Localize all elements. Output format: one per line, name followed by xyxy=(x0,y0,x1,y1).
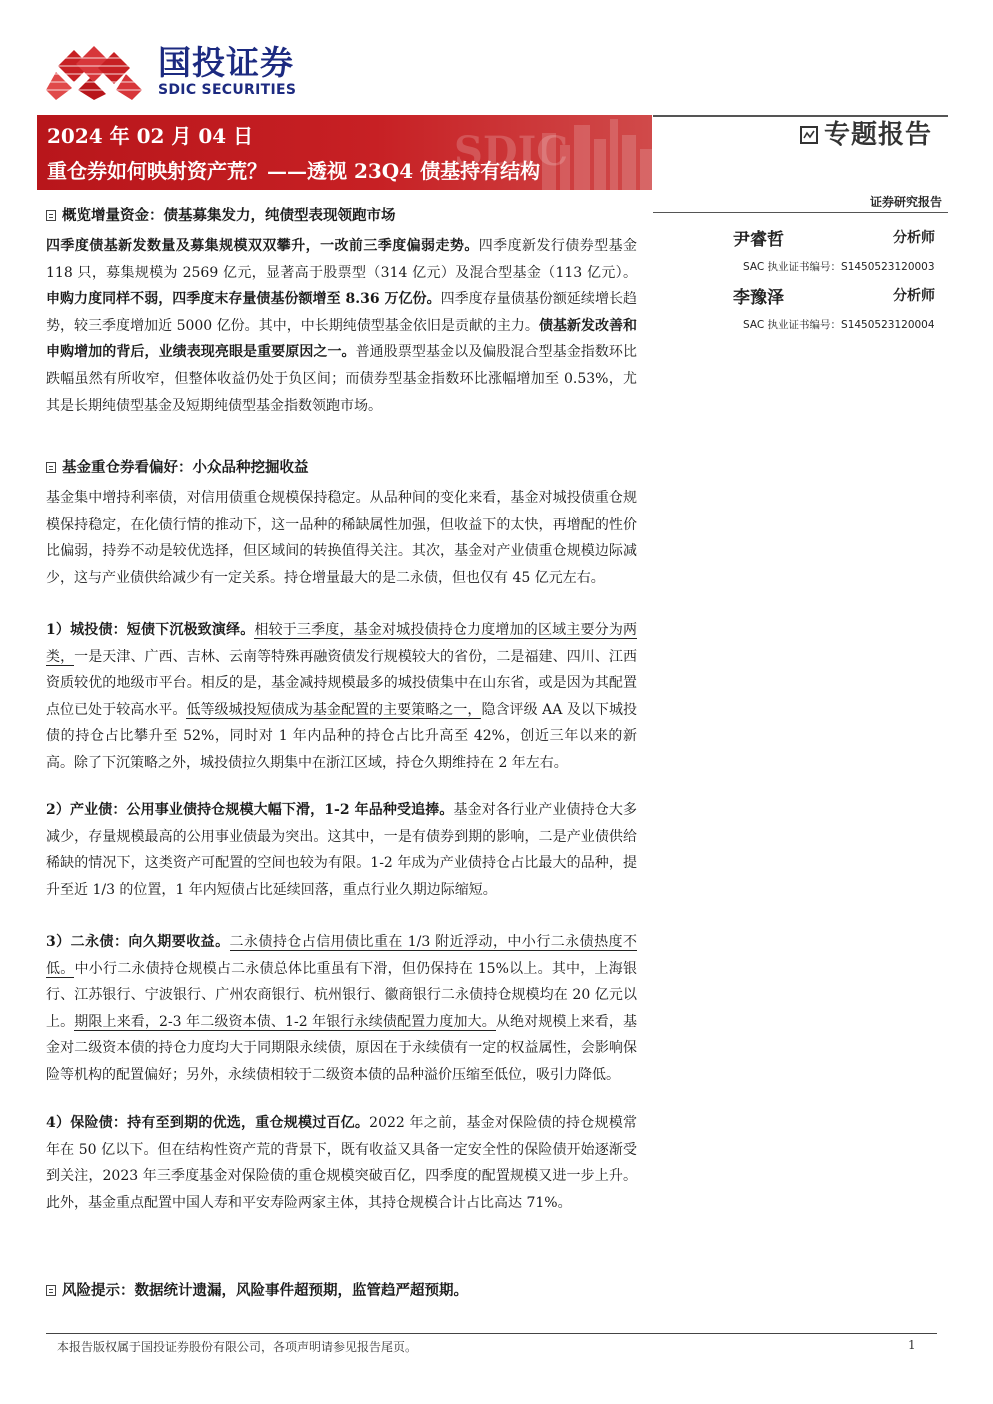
analyst-cert-2: SAC 执业证书编号：S1450523120004 xyxy=(743,319,935,331)
body-text: 普通股票型基金以及偏股混合型基金指数环比跌幅虽然有所收窄，但整体收益仍处于负区间；而债券型基金指数环比涨幅增加至 0.53%，尤其是长期纯债型基金及短期纯债型基金指数领跑市场。 xyxy=(46,344,637,414)
body-text: 中小行二永债持仓规模占二永债总体比重虽有下滑，但仍保持在 15%以上。其中，上海银行、江苏银行、宁波银行、广州农商银行、杭州银行、徽商银行二永债持仓规模均在 20 亿元以上。 xyxy=(46,960,638,1030)
report-type-label: 专题报告 xyxy=(824,120,933,150)
logo-mark-icon xyxy=(46,44,142,100)
risk-warning xyxy=(46,1279,468,1300)
underlined-text: 期限上来看，2-3 年二级资本债、1-2 年银行永续债配置力度加大。 xyxy=(74,1013,496,1030)
paragraph-overview xyxy=(46,233,637,419)
paragraph-holdings-intro xyxy=(46,485,637,591)
header-divider-secondary xyxy=(653,212,948,213)
key-point: 债基新发改善和申购增加的背后，业绩表现亮眼是重要原因之一。 xyxy=(46,317,638,361)
analyst-name-1: 尹睿哲 xyxy=(733,230,784,250)
underlined-text: 低等级城投短债成为基金配置的主要策略之一， xyxy=(186,701,482,718)
company-logo xyxy=(46,44,316,100)
analyst-role-2: 分析师 xyxy=(893,288,935,304)
body-text: 2022 年之前，基金对保险债的持仓规模常年在 50 亿以下。但在结构性资产荒的背景下，既有收益又具备一定安全性的保险债开始逐渐受到关注，2023 年三季度基金对保险债的重仓规模突破百亿，四季度的配置规模又进一步上升。此外，基金重点配置中国人寿和平安寿险两家主体，其持仓规模合计占比高达 71%。 xyxy=(46,1115,637,1211)
section-heading-holdings xyxy=(46,456,309,477)
title-banner xyxy=(37,115,652,190)
section-marker-icon xyxy=(46,210,56,221)
body-text: 隐含评级 AA 及以下城投债的持仓占比攀升至 52%，同时对 1 年内品种的持仓占比升高至 42%，创近三年以来的新高。除了下沉策略之外，城投债拉久期集中在浙江区域，持仓久期维持在 2 年左右。 xyxy=(46,701,638,771)
underlined-text: 相较于三季度，基金对城投债持仓力度增加的区域主要分为两类， xyxy=(46,622,638,665)
subsection-title: 3）二永债：向久期要收益。 xyxy=(46,934,230,950)
logo-chinese-name: 国投证券 xyxy=(158,43,294,82)
section-heading-text: 概览增量资金：债基募集发力，纯债型表现领跑市场 xyxy=(62,207,396,224)
body-text: 从绝对规模上来看，基金对二级资本债的持仓力度均大于同期限永续债，原因在于永续债有一定的权益属性，会影响保险等机构的配置偏好；另外，永续债相较于二级资本债的品种溢价压缩至低位，吸引力降低。 xyxy=(46,1013,638,1083)
subsection-title: 2）产业债：公用事业债持仓规模大幅下滑，1-2 年品种受追捧。 xyxy=(46,802,454,818)
section-heading-overview xyxy=(46,204,396,225)
copyright-notice: 本报告版权属于国投证券股份有限公司，各项声明请参见报告尾页。 xyxy=(57,1340,418,1354)
body-text: 基金对各行业产业债持仓大多减少，存量规模最高的公用事业债最为突出。这其中，一是有债券到期的影响，二是产业债供给稀缺的情况下，这类资产可配置的空间也较为有限。1-2 年成为产业债持仓占比最大的品种，提升至近 1/3 的位置，1 年内短债占比延续回落，重点行业久期边际缩短。 xyxy=(46,802,637,898)
report-date: 2024 年 02 月 04 日 xyxy=(47,124,254,148)
risk-warning-text: 风险提示：数据统计遗漏，风险事件超预期，监管趋严超预期。 xyxy=(62,1282,468,1299)
subsection-title: 1）城投债：短债下沉极致演绎。 xyxy=(46,622,255,638)
key-point: 四季度债基新发数量及募集规模双双攀升，一改前三季度偏弱走势。 xyxy=(46,238,479,254)
banner-watermark: SDIC xyxy=(454,128,569,175)
section-heading-text: 基金重仓券看偏好：小众品种挖掘收益 xyxy=(62,459,309,476)
paragraph-chengtou xyxy=(46,617,637,777)
key-point: 申购力度同样不弱，四季度末存量债基份额增至 8.36 万亿份。 xyxy=(46,291,441,308)
body-text: 基金集中增持利率债，对信用债重仓规模保持稳定。从品种间的变化来看，基金对城投债重仓规模保持稳定，在化债行情的推动下，这一品种的稀缺属性加强，但收益下的太快，再增配的性价比偏弱，持券不动是较优选择，但区域间的转换值得关注。其次，基金对产业债重仓规模边际减少，这与产业债供给减少有一定关系。持仓增量最大的是二永债，但也仅有 45 亿元左右。 xyxy=(46,490,637,586)
underlined-text: 二永债持仓占信用债比重在 1/3 附近浮动，中小行二永债热度不低。 xyxy=(46,934,637,977)
subsection-title: 4）保险债：持有至到期的优选，重仓规模过百亿。 xyxy=(46,1115,370,1131)
report-type xyxy=(800,118,945,154)
paragraph-insurance xyxy=(46,1110,637,1216)
body-text: 四季度存量债基份额延续增长趋势，较三季度增加近 5000 亿份。其中，中长期纯债型基金依旧是贡献的主力。 xyxy=(46,291,637,334)
securities-research-label: 证券研究报告 xyxy=(869,195,942,209)
analyst-cert-1: SAC 执业证书编号：S1450523120003 xyxy=(743,261,935,273)
logo-english-name: SDIC SECURITIES xyxy=(158,82,297,98)
section-marker-icon xyxy=(46,462,56,473)
chart-box-icon xyxy=(800,126,818,144)
page-number: 1 xyxy=(908,1338,916,1352)
analyst-role-1: 分析师 xyxy=(893,230,935,246)
report-title: 重仓券如何映射资产荒？——透视 23Q4 债基持有结构 xyxy=(47,159,541,183)
paragraph-industrial xyxy=(46,797,637,903)
header-divider xyxy=(653,115,948,117)
section-marker-icon xyxy=(46,1285,56,1296)
body-text: 四季度新发行债券型基金 118 只，募集规模为 2569 亿元，显著高于股票型（314 亿元）及混合型基金（113 亿元）。 xyxy=(46,238,637,281)
footer-divider xyxy=(46,1333,937,1334)
analyst-name-2: 李豫泽 xyxy=(733,288,784,308)
body-text: 一是天津、广西、吉林、云南等特殊再融资债发行规模较大的省份，二是福建、四川、江西资质较优的地级市平台。相反的是，基金减持规模最多的城投债集中在山东省，或是因为其配置点位已处于较高水平。 xyxy=(46,648,638,718)
paragraph-bank-capital xyxy=(46,929,637,1089)
